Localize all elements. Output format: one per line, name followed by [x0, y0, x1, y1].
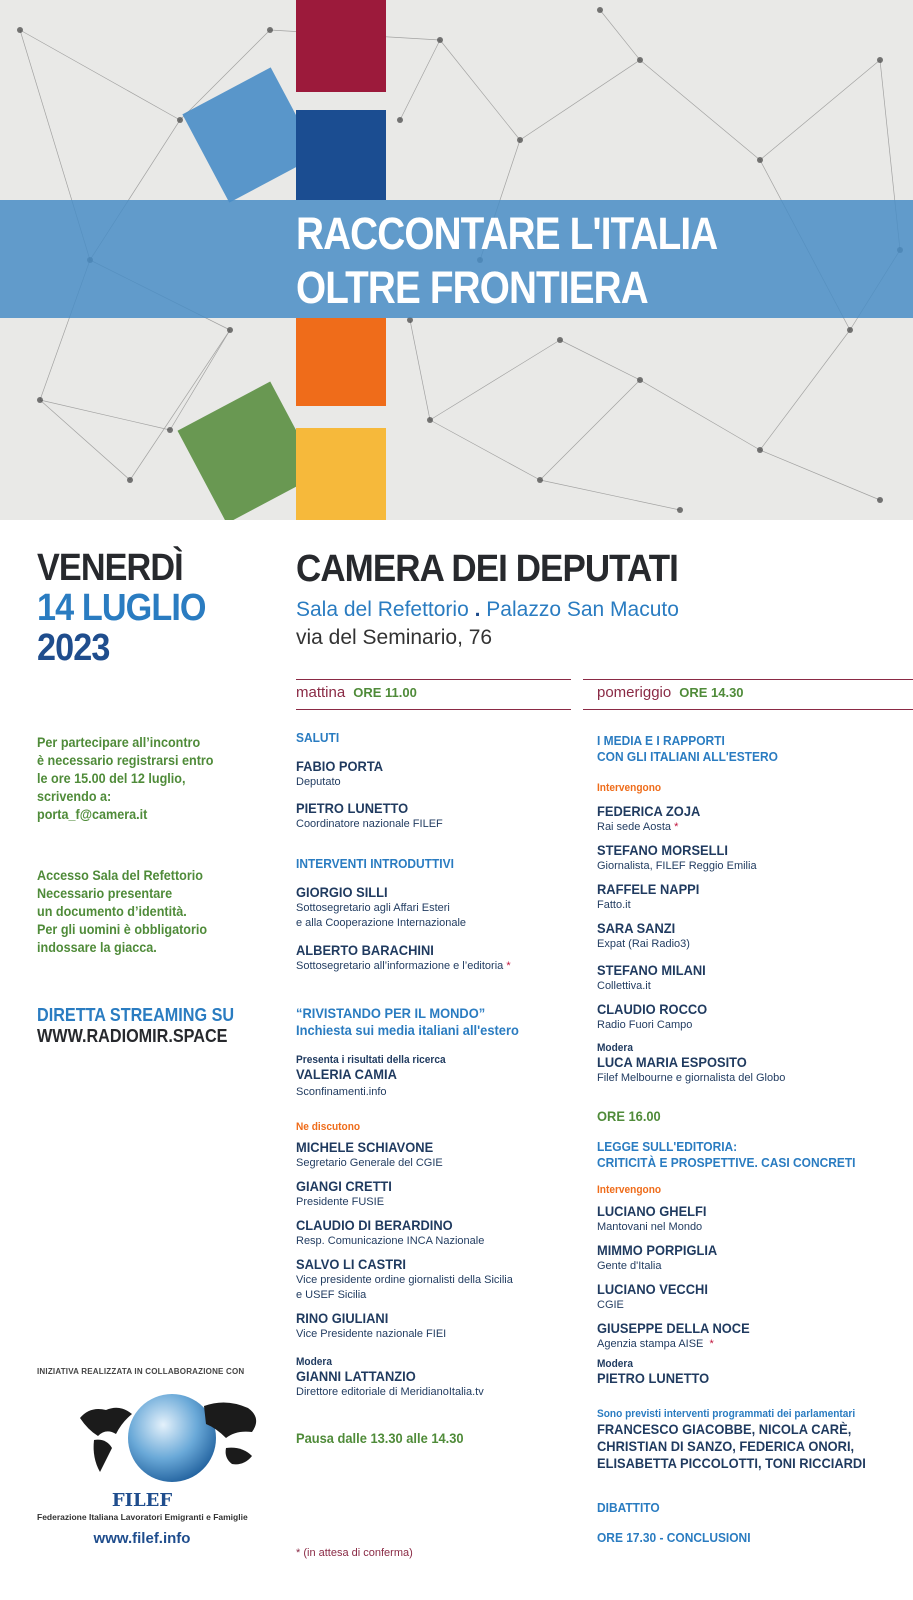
event-date-block	[37, 548, 282, 668]
debate-label: DIBATTITO	[597, 1500, 660, 1515]
pending-mark: *	[506, 960, 511, 972]
moderator	[597, 1042, 785, 1086]
role-text: Rai sede Aosta	[597, 821, 671, 833]
decor-yellow-square	[296, 428, 386, 520]
morning-label: mattina	[296, 684, 346, 701]
access-line: Necessario presentare	[37, 885, 173, 901]
parliamentarians	[597, 1407, 889, 1472]
research-title-line1: “RIVISTANDO PER IL MONDO”	[296, 1005, 486, 1021]
speaker-role: Segretario Generale del CGIE	[296, 1157, 443, 1169]
parliamentarians-line: FRANCESCO GIACOBBE, NICOLA CARÈ,	[597, 1421, 852, 1437]
conclusions-label: ORE 17.30 - CONCLUSIONI	[597, 1530, 751, 1545]
speaker-name: CLAUDIO DI BERARDINO	[296, 1217, 453, 1233]
speaker-name: LUCA MARIA ESPOSITO	[597, 1054, 747, 1070]
streaming-label: DIRETTA STREAMING SU	[37, 1005, 235, 1025]
event-title-line1: RACCONTARE L'ITALIA	[296, 208, 718, 259]
section-title: INTERVENTI INTRODUTTIVI	[296, 856, 454, 871]
speaker-role: Deputato	[296, 776, 341, 788]
section-title: SALUTI	[296, 730, 340, 745]
speaker-role	[597, 1337, 763, 1352]
room-name: Sala del Refettorio	[296, 598, 469, 621]
speaker	[296, 942, 511, 974]
speaker	[597, 1281, 718, 1313]
divider	[583, 709, 913, 710]
speaker-name: STEFANO MORSELLI	[597, 842, 728, 858]
speaker-role: Collettiva.it	[597, 980, 651, 992]
section-title-line: LEGGE SULL'EDITORIA:	[597, 1139, 738, 1154]
speaker-role	[296, 959, 511, 974]
discussants-label: Ne discutono	[296, 1121, 361, 1133]
parliamentarians-intro: Sono previsti interventi programmati dei parlamentari	[597, 1408, 856, 1420]
registration-line: le ore 15.00 del 12 luglio,	[37, 770, 186, 786]
speaker-name: MIMMO PORPIGLIA	[597, 1242, 718, 1258]
speaker-name: STEFANO MILANI	[597, 962, 706, 978]
speakers-label: Intervengono	[597, 782, 662, 794]
decor-orange-square	[296, 318, 386, 406]
speaker	[296, 884, 466, 931]
speaker-name: SARA SANZI	[597, 920, 676, 936]
speaker	[597, 842, 757, 874]
speaker	[597, 920, 690, 952]
speaker-role: e alla Cooperazione Internazionale	[296, 917, 467, 929]
venue-room: Sala del Refettorio . Palazzo San Macuto	[296, 598, 679, 621]
speaker	[597, 1001, 717, 1033]
partner-name: FILEF	[111, 1490, 173, 1511]
afternoon-label: pomeriggio	[597, 684, 672, 701]
speaker-name: ALBERTO BARACHINI	[296, 942, 434, 958]
speaker-role	[597, 820, 709, 835]
registration-email-link[interactable]: porta_f@camera.it	[37, 806, 148, 822]
partner-website-link[interactable]: www.filef.info	[93, 1530, 191, 1547]
moderator-label: Modera	[296, 1356, 332, 1368]
event-title-line2: OLTRE FRONTIERA	[296, 262, 648, 313]
speaker-role: Coordinatore nazionale FILEF	[296, 818, 443, 830]
research-title	[296, 1005, 538, 1039]
research-title-line2: Inchiesta sui media italiani all'estero	[296, 1022, 519, 1038]
speaker	[597, 962, 715, 994]
registration-line: è necessario registrarsi entro	[37, 752, 214, 768]
footnote: * (in attesa di conferma)	[296, 1547, 413, 1559]
event-day: VENERDÌ	[37, 547, 183, 589]
divider	[296, 679, 571, 680]
event-title	[296, 207, 717, 315]
speaker-role: Giornalista, FILEF Reggio Emilia	[597, 860, 757, 872]
morning-session-header	[296, 684, 417, 701]
speaker-role: Radio Fuori Campo	[597, 1019, 693, 1031]
role-text: Agenzia stampa AISE	[597, 1338, 704, 1350]
speaker	[296, 758, 391, 790]
afternoon-session-header	[597, 684, 744, 701]
divider	[296, 709, 571, 710]
speaker-name: RAFFELE NAPPI	[597, 881, 700, 897]
speaker-role: Direttore editoriale di MeridianoItalia.tv	[296, 1386, 484, 1398]
speaker-role: e USEF Sicilia	[296, 1289, 367, 1301]
section-title-line: I MEDIA E I RAPPORTI	[597, 733, 725, 748]
parliamentarians-line: ELISABETTA PICCOLOTTI, TONI RICCIARDI	[597, 1455, 866, 1471]
moderator-label: Modera	[597, 1358, 633, 1370]
access-note	[37, 866, 282, 956]
speaker	[296, 1178, 400, 1210]
speaker-role: Fatto.it	[597, 899, 631, 911]
speaker	[296, 1054, 459, 1100]
lunch-break: Pausa dalle 13.30 alle 14.30	[296, 1430, 464, 1446]
speaker	[296, 800, 443, 832]
speaker	[296, 1217, 484, 1249]
decor-red-square	[296, 0, 386, 92]
filef-globe-logo-icon	[76, 1388, 266, 1488]
palace-name: Palazzo San Macuto	[486, 598, 679, 621]
collaboration-label: INIZIATIVA REALIZZATA IN COLLABORAZIONE CON	[37, 1367, 245, 1376]
speaker-role: CGIE	[597, 1299, 624, 1311]
speaker	[296, 1310, 446, 1342]
session-time: ORE 16.00	[597, 1108, 661, 1124]
registration-note	[37, 733, 282, 823]
speaker-name: PIETRO LUNETTO	[597, 1370, 710, 1386]
speaker-name: GIANGI CRETTI	[296, 1178, 392, 1194]
section-title	[597, 733, 794, 765]
speaker-name: GIUSEPPE DELLA NOCE	[597, 1320, 750, 1336]
partner-full-name: Federazione Italiana Lavoratori Emigranti e Famiglie	[37, 1512, 248, 1522]
section-title	[597, 1139, 878, 1171]
afternoon-time: ORE 14.30	[679, 685, 744, 700]
speaker-name: CLAUDIO ROCCO	[597, 1001, 708, 1017]
speaker-name: VALERIA CAMIA	[296, 1066, 397, 1082]
pending-mark: *	[709, 1338, 714, 1350]
pending-mark: *	[674, 821, 679, 833]
speaker	[597, 1203, 716, 1235]
streaming-info	[37, 1005, 234, 1047]
speaker-role: Vice Presidente nazionale FIEI	[296, 1328, 447, 1340]
speaker	[296, 1256, 513, 1303]
event-date: 14 LUGLIO	[37, 587, 206, 629]
access-line: indossare la giacca.	[37, 939, 157, 955]
speaker-role: Filef Melbourne e giornalista del Globo	[597, 1072, 786, 1084]
access-line: un documento d’identità.	[37, 903, 187, 919]
speaker-name: SALVO LI CASTRI	[296, 1256, 406, 1272]
section-title-line: CON GLI ITALIANI ALL'ESTERO	[597, 749, 778, 764]
venue-address: via del Seminario, 76	[296, 626, 493, 649]
speakers-label: Intervengono	[597, 1184, 662, 1196]
streaming-url-link[interactable]: WWW.RADIOMIR.SPACE	[37, 1026, 228, 1046]
parliamentarians-line: CHRISTIAN DI SANZO, FEDERICA ONORI,	[597, 1438, 855, 1454]
speaker-name: MICHELE SCHIAVONE	[296, 1139, 434, 1155]
access-line: Per gli uomini è obbligatorio	[37, 921, 208, 937]
speaker-name: GIORGIO SILLI	[296, 884, 388, 900]
registration-line: Per partecipare all’incontro	[37, 734, 201, 750]
speaker	[597, 881, 708, 913]
speaker-role: Presidente FUSIE	[296, 1196, 385, 1208]
moderator	[296, 1356, 484, 1400]
moderator-label: Modera	[597, 1042, 633, 1054]
speaker	[597, 1320, 763, 1352]
speaker-name: LUCIANO GHELFI	[597, 1203, 707, 1219]
speaker-role: Vice presidente ordine giornalisti della Sicilia	[296, 1274, 513, 1286]
speaker-role: Mantovani nel Mondo	[597, 1221, 703, 1233]
speaker	[296, 1139, 445, 1171]
speaker-name: FABIO PORTA	[296, 758, 384, 774]
speaker-name: FEDERICA ZOJA	[597, 803, 701, 819]
speaker-role: Sconfinamenti.info	[296, 1086, 387, 1098]
speaker-role: Sottosegretario agli Affari Esteri	[296, 902, 450, 914]
event-year: 2023	[37, 627, 110, 669]
moderator	[597, 1358, 719, 1387]
speaker-name: GIANNI LATTANZIO	[296, 1368, 416, 1384]
access-line: Accesso Sala del Refettorio	[37, 867, 203, 883]
speaker	[597, 1242, 728, 1274]
role-text: Sottosegretario all’informazione e l’editoria	[296, 960, 504, 972]
speaker-name: PIETRO LUNETTO	[296, 800, 409, 816]
speaker-name: LUCIANO VECCHI	[597, 1281, 708, 1297]
speaker-role: Gente d'Italia	[597, 1260, 662, 1272]
section-title-line: CRITICITÀ E PROSPETTIVE. CASI CONCRETI	[597, 1155, 856, 1170]
registration-line: scrivendo a:	[37, 788, 112, 804]
morning-time: ORE 11.00	[353, 685, 417, 700]
venue-name: CAMERA DEI DEPUTATI	[296, 548, 678, 590]
hero-banner	[0, 0, 913, 520]
presenter-label: Presenta i risultati della ricerca	[296, 1054, 446, 1066]
speaker-role: Expat (Rai Radio3)	[597, 938, 690, 950]
decor-navy-square	[296, 110, 386, 200]
speaker-role: Resp. Comunicazione INCA Nazionale	[296, 1235, 485, 1247]
speaker	[597, 803, 709, 835]
speaker-name: RINO GIULIANI	[296, 1310, 389, 1326]
divider	[583, 679, 913, 680]
